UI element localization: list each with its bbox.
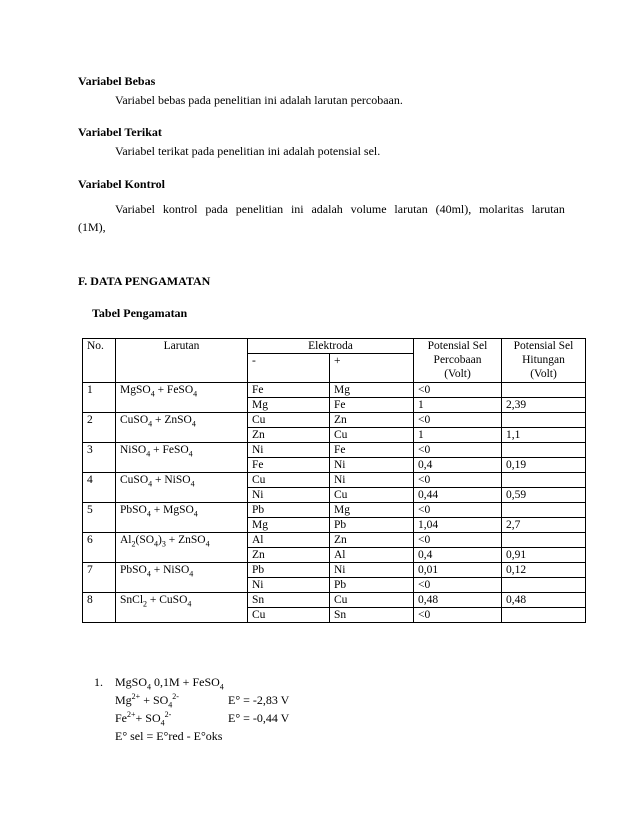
word: (40ml), bbox=[435, 202, 472, 216]
table-row bbox=[83, 533, 586, 548]
table-row bbox=[83, 473, 586, 488]
cell-elektroda-minus: Al bbox=[248, 533, 330, 548]
cell-potensial-hitungan bbox=[502, 383, 586, 398]
cell-elektroda-plus: Cu bbox=[330, 488, 414, 503]
heading-variabel-bebas: Variabel Bebas bbox=[78, 74, 156, 88]
calc-line-2-left: $Fe^{2+}+ SO_4^{2-}$ bbox=[115, 710, 172, 728]
header-no: No. bbox=[83, 339, 116, 383]
cell-potensial-percobaan: 1 bbox=[414, 428, 502, 443]
cell-potensial-hitungan: 0,48 bbox=[502, 593, 586, 608]
cell-potensial-hitungan bbox=[502, 578, 586, 593]
cell-elektroda-minus: Fe bbox=[248, 458, 330, 473]
cell-larutan: CuSO$_4$ + ZnSO$_4$ bbox=[116, 413, 248, 443]
word: ini bbox=[290, 202, 304, 216]
word: adalah bbox=[311, 202, 343, 216]
cell-potensial-percobaan: 0,4 bbox=[414, 458, 502, 473]
cell-elektroda-plus: Pb bbox=[330, 518, 414, 533]
cell-elektroda-minus: Pb bbox=[248, 503, 330, 518]
cell-no: 7 bbox=[83, 563, 116, 593]
cell-elektroda-plus: Fe bbox=[330, 443, 414, 458]
cell-elektroda-plus: Ni bbox=[330, 473, 414, 488]
header-line: (Volt) bbox=[444, 368, 471, 380]
cell-potensial-hitungan bbox=[502, 503, 586, 518]
header-elektroda-plus: + bbox=[330, 354, 414, 383]
cell-potensial-hitungan: 2,7 bbox=[502, 518, 586, 533]
cell-potensial-percobaan: 1,04 bbox=[414, 518, 502, 533]
cell-potensial-percobaan: <0 bbox=[414, 383, 502, 398]
cell-potensial-hitungan: 0,91 bbox=[502, 548, 586, 563]
calc-title: MgSO$_4$ 0,1M + FeSO$_4$ bbox=[115, 675, 224, 692]
cell-larutan: CuSO$_4$ + NiSO$_4$ bbox=[116, 473, 248, 503]
cell-potensial-percobaan: 0,01 bbox=[414, 563, 502, 578]
table-row bbox=[83, 563, 586, 578]
word: pada bbox=[205, 202, 228, 216]
cell-potensial-percobaan: <0 bbox=[414, 608, 502, 623]
cell-no: 1 bbox=[83, 383, 116, 413]
calc-line-1-left: $Mg^{2+} + SO_4^{2-}$ bbox=[115, 692, 179, 710]
cell-elektroda-plus: Sn bbox=[330, 608, 414, 623]
cell-elektroda-plus: Cu bbox=[330, 428, 414, 443]
cell-elektroda-minus: Mg bbox=[248, 398, 330, 413]
cell-elektroda-plus: Ni bbox=[330, 563, 414, 578]
cell-no: 5 bbox=[83, 503, 116, 533]
calc-line-3: E° sel = E°red - E°oks bbox=[115, 729, 223, 743]
text-variabel-kontrol-line2: (1M), bbox=[78, 220, 106, 234]
cell-elektroda-plus: Zn bbox=[330, 533, 414, 548]
table-body bbox=[83, 383, 586, 623]
cell-potensial-percobaan: 0,48 bbox=[414, 593, 502, 608]
cell-elektroda-minus: Cu bbox=[248, 608, 330, 623]
cell-elektroda-minus: Cu bbox=[248, 473, 330, 488]
cell-potensial-percobaan: 0,4 bbox=[414, 548, 502, 563]
cell-larutan: MgSO$_4$ + FeSO$_4$ bbox=[116, 383, 248, 413]
cell-elektroda-minus: Fe bbox=[248, 383, 330, 398]
word: larutan bbox=[531, 202, 565, 216]
table-row bbox=[83, 443, 586, 458]
cell-larutan: SnCl$_2$ + CuSO$_4$ bbox=[116, 593, 248, 623]
header-potensial-hitungan bbox=[502, 339, 586, 383]
cell-no: 3 bbox=[83, 443, 116, 473]
text-variabel-kontrol-line1 bbox=[115, 202, 565, 217]
cell-no: 8 bbox=[83, 593, 116, 623]
header-potensial-percobaan bbox=[414, 339, 502, 383]
observation-table bbox=[82, 338, 586, 623]
header-line: Hitungan bbox=[522, 354, 565, 366]
cell-elektroda-plus: Fe bbox=[330, 398, 414, 413]
cell-elektroda-plus: Cu bbox=[330, 593, 414, 608]
cell-potensial-hitungan: 1,1 bbox=[502, 428, 586, 443]
cell-elektroda-plus: Pb bbox=[330, 578, 414, 593]
cell-no: 6 bbox=[83, 533, 116, 563]
cell-larutan: PbSO$_4$ + NiSO$_4$ bbox=[116, 563, 248, 593]
cell-potensial-hitungan: 0,12 bbox=[502, 563, 586, 578]
word: kontrol bbox=[162, 202, 198, 216]
cell-elektroda-plus: Ni bbox=[330, 458, 414, 473]
cell-potensial-percobaan: <0 bbox=[414, 413, 502, 428]
cell-potensial-hitungan bbox=[502, 413, 586, 428]
cell-elektroda-minus: Zn bbox=[248, 428, 330, 443]
cell-elektroda-minus: Ni bbox=[248, 578, 330, 593]
calc-line-2-right: E° = -0,44 V bbox=[228, 711, 290, 725]
text-variabel-terikat: Variabel terikat pada penelitian ini adalah potensial sel. bbox=[115, 144, 381, 158]
cell-elektroda-minus: Zn bbox=[248, 548, 330, 563]
table-row bbox=[83, 383, 586, 398]
cell-larutan: PbSO$_4$ + MgSO$_4$ bbox=[116, 503, 248, 533]
word: molaritas bbox=[479, 202, 524, 216]
header-elektroda: Elektroda bbox=[248, 339, 414, 354]
list-number-1: 1. bbox=[94, 675, 103, 689]
word: volume bbox=[350, 202, 387, 216]
cell-elektroda-plus: Mg bbox=[330, 503, 414, 518]
header-line: Potensial Sel bbox=[427, 340, 488, 352]
header-line: Percobaan bbox=[433, 354, 482, 366]
header-line: Potensial Sel bbox=[513, 340, 574, 352]
cell-elektroda-minus: Ni bbox=[248, 443, 330, 458]
cell-elektroda-minus: Mg bbox=[248, 518, 330, 533]
cell-potensial-percobaan: <0 bbox=[414, 473, 502, 488]
cell-elektroda-plus: Mg bbox=[330, 383, 414, 398]
cell-potensial-percobaan: <0 bbox=[414, 503, 502, 518]
cell-elektroda-minus: Sn bbox=[248, 593, 330, 608]
header-line: (Volt) bbox=[530, 368, 557, 380]
cell-elektroda-plus: Al bbox=[330, 548, 414, 563]
table-row bbox=[83, 503, 586, 518]
cell-potensial-percobaan: 0,44 bbox=[414, 488, 502, 503]
cell-potensial-hitungan bbox=[502, 608, 586, 623]
cell-potensial-hitungan: 0,19 bbox=[502, 458, 586, 473]
table-title: Tabel Pengamatan bbox=[92, 306, 188, 320]
word: Variabel bbox=[115, 202, 155, 216]
cell-elektroda-plus: Zn bbox=[330, 413, 414, 428]
section-heading-data-pengamatan: F. DATA PENGAMATAN bbox=[78, 274, 211, 288]
cell-potensial-hitungan bbox=[502, 443, 586, 458]
cell-elektroda-minus: Ni bbox=[248, 488, 330, 503]
word: penelitian bbox=[235, 202, 284, 216]
cell-larutan: NiSO$_4$ + FeSO$_4$ bbox=[116, 443, 248, 473]
cell-elektroda-minus: Pb bbox=[248, 563, 330, 578]
cell-potensial-hitungan: 2,39 bbox=[502, 398, 586, 413]
calc-line-1-right: E° = -2,83 V bbox=[228, 693, 290, 707]
cell-potensial-percobaan: <0 bbox=[414, 533, 502, 548]
cell-potensial-hitungan: 0,59 bbox=[502, 488, 586, 503]
word: larutan bbox=[394, 202, 428, 216]
heading-variabel-terikat: Variabel Terikat bbox=[78, 125, 162, 139]
cell-potensial-percobaan: <0 bbox=[414, 443, 502, 458]
table-row bbox=[83, 413, 586, 428]
cell-larutan: $Al_2(SO_4)_3$ + ZnSO$_4$ bbox=[116, 533, 248, 563]
table-row bbox=[83, 593, 586, 608]
heading-variabel-kontrol: Variabel Kontrol bbox=[78, 177, 166, 191]
cell-potensial-percobaan: 1 bbox=[414, 398, 502, 413]
cell-no: 4 bbox=[83, 473, 116, 503]
cell-potensial-hitungan bbox=[502, 473, 586, 488]
cell-elektroda-minus: Cu bbox=[248, 413, 330, 428]
cell-no: 2 bbox=[83, 413, 116, 443]
header-elektroda-minus: - bbox=[248, 354, 330, 383]
cell-potensial-percobaan: <0 bbox=[414, 578, 502, 593]
text-variabel-bebas: Variabel bebas pada penelitian ini adalah larutan percobaan. bbox=[115, 93, 403, 107]
cell-potensial-hitungan bbox=[502, 533, 586, 548]
header-larutan: Larutan bbox=[116, 339, 248, 383]
